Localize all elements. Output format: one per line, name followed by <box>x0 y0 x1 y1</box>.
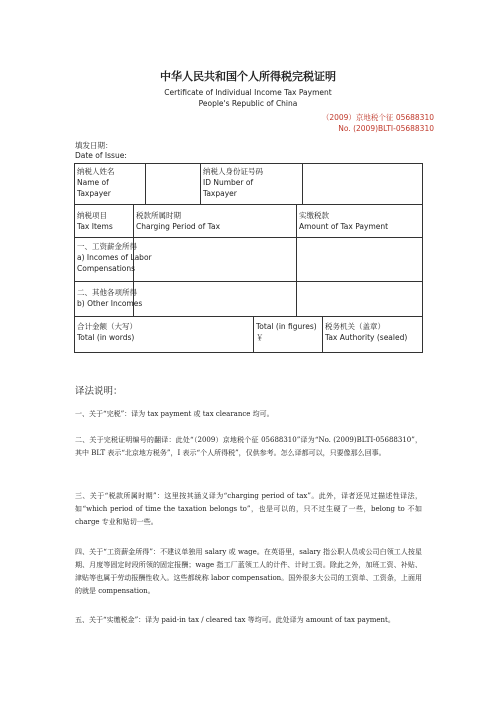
labor-income-row-label <box>77 241 152 274</box>
table-line <box>422 163 423 353</box>
table-line <box>145 163 146 204</box>
table-line <box>74 163 75 353</box>
taxpayer-id-label <box>203 166 263 199</box>
total-figures-label <box>256 321 317 343</box>
table-line <box>74 204 423 205</box>
tax-items-header <box>77 210 113 232</box>
table-line <box>302 163 303 204</box>
yuan-symbol: ￥ <box>256 333 264 342</box>
charging-period-cn: 税款所属时期 <box>136 211 181 220</box>
note-4: 四、关于“工资薪金所得”：不建议单独用 salary 或 wage。在英语里，salary 指公职人员或公司白领工人按星期、月度等固定时段所领的固定报酬；wage 指工厂蓝领工人的计件、计时工资。除此之外，加班工资、补贴、津贴等也属于劳动报酬性收入。这些都统称 labor compensation。国外很多大公司的工资单、工资条，上面用的就是 compensation。 <box>75 548 422 595</box>
notes-heading: 译法说明： <box>75 386 123 397</box>
table-line <box>74 316 423 317</box>
certificate-number-cn: （2009）京地税个征 05688310 <box>321 113 434 122</box>
subtitle-en-1: Certificate of Individual Income Tax Payment <box>164 88 332 97</box>
table-line <box>74 352 423 353</box>
other-income-cn: 二、其他各项所得 <box>77 288 137 297</box>
tax-items-en: Tax Items <box>77 222 113 231</box>
note-1: 一、关于“完税”：译为 tax payment 或 tax clearance 均可。 <box>75 410 274 418</box>
certificate-number-en: No. (2009)BLTI-05688310 <box>338 124 434 133</box>
table-line <box>74 163 423 164</box>
tax-amount-cn: 实缴税款 <box>299 211 329 220</box>
total-words-en: Total (in words) <box>77 333 135 342</box>
subtitle-en-2: People's Republic of China <box>198 99 298 108</box>
taxpayer-name-label <box>77 166 115 199</box>
charging-period-en: Charging Period of Tax <box>136 222 221 231</box>
taxpayer-id-cn: 纳税人身份证号码 <box>203 167 263 176</box>
taxpayer-id-en-1: ID Number of <box>203 178 254 187</box>
tax-amount-en: Amount of Tax Payment <box>299 222 389 231</box>
table-line <box>200 163 201 204</box>
taxpayer-name-cn: 纳税人姓名 <box>77 167 115 176</box>
table-line <box>74 237 423 238</box>
labor-income-cn: 一、工资薪金所得 <box>77 242 137 251</box>
note-2: 二、关于完税证明编号的翻译：此处“（2009）京地税个征 05688310”译为“No. (2009)BLTI-05688310”，其中 BLT 表示“北京地方税务”，I 表示“个人所得税”，仅供参考。怎么译都可以，只要像那么回事。 <box>75 436 422 457</box>
other-income-en: b) Other Incomes <box>77 299 143 308</box>
total-words-cn: 合计金额（大写） <box>77 322 137 331</box>
labor-income-en-1: a) Incomes of Labor <box>77 253 152 262</box>
note-3: 三、关于“税款所属时期”：这里按其涵义译为“charging period of tax”。此外，译者还见过描述性译法，如“which period of time the taxation belongs to”，也是可以的，只不过生硬了一些，belong to 不如 charge 专业和贴切一些。 <box>75 492 422 526</box>
issue-date-label-cn: 填发日期： <box>75 141 113 150</box>
table-line <box>296 204 297 316</box>
other-income-row-label <box>77 287 142 309</box>
tax-authority-label <box>325 321 407 343</box>
issue-date-label-en: Date of Issue: <box>75 151 127 160</box>
certificate-title: 中华人民共和国个人所得税完税证明 <box>160 70 336 83</box>
table-line <box>322 316 323 352</box>
table-line <box>74 281 423 282</box>
tax-authority-en: Tax Authority (sealed) <box>325 333 408 342</box>
note-5: 五、关于“实缴税金”：译为 paid-in tax / cleared tax 等均可。此处译为 amount of tax payment。 <box>75 616 395 624</box>
total-words-label <box>77 321 137 343</box>
table-line <box>253 316 254 352</box>
labor-income-en-2: Compensations <box>77 264 136 273</box>
taxpayer-name-en-1: Name of <box>77 178 109 187</box>
charging-period-header <box>136 210 220 232</box>
taxpayer-name-en-2: Taxpayer <box>77 189 111 198</box>
tax-authority-cn: 税务机关（盖章） <box>325 322 385 331</box>
tax-items-cn: 纳税项目 <box>77 211 107 220</box>
taxpayer-id-en-2: Taxpayer <box>203 189 237 198</box>
tax-amount-header <box>299 210 388 232</box>
total-figures-en: Total (in figures) <box>256 322 317 331</box>
